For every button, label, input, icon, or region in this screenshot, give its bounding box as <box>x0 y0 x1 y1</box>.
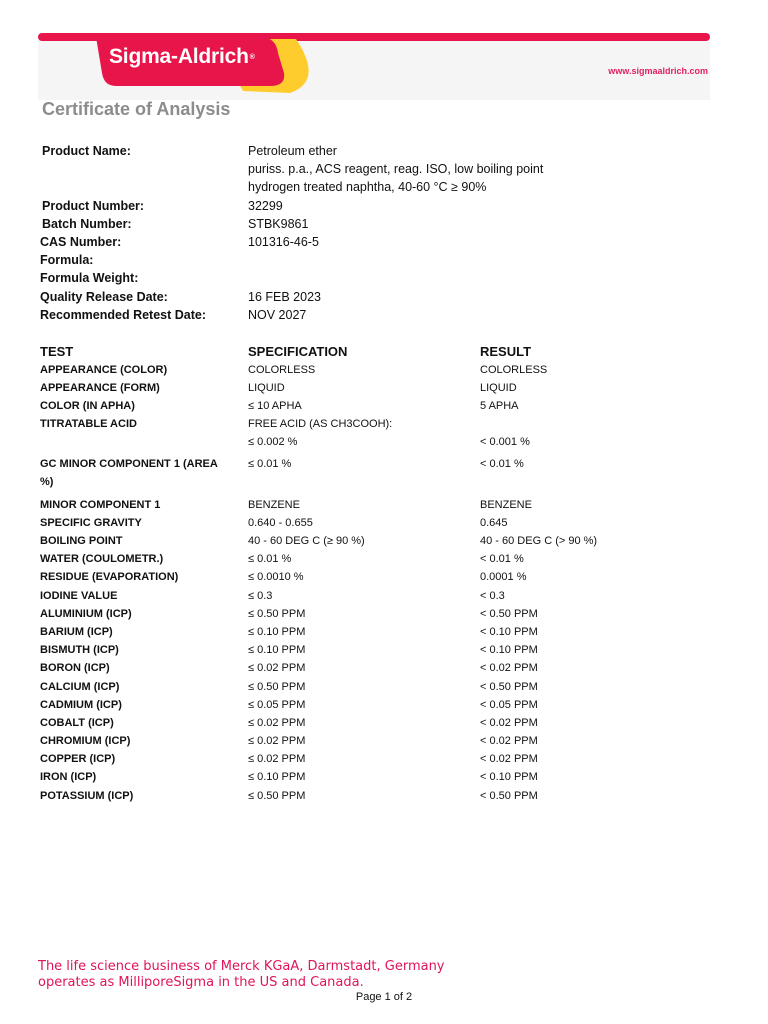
product-info-label: Formula Weight: <box>40 271 139 285</box>
test-cell: ALUMINIUM (ICP) <box>40 608 132 620</box>
result-cell: < 0.02 PPM <box>480 662 538 674</box>
specification-cell: ≤ 0.50 PPM <box>248 790 306 802</box>
result-cell: < 0.02 PPM <box>480 717 538 729</box>
test-cell: IRON (ICP) <box>40 771 97 783</box>
product-info-value: Petroleum ether <box>248 144 337 158</box>
result-cell: < 0.02 PPM <box>480 735 538 747</box>
column-header-result: RESULT <box>480 344 532 359</box>
footer-note-line-1: The life science business of Merck KGaA, Darmstadt, Germany <box>38 959 445 974</box>
specification-cell: 40 - 60 DEG C (≥ 90 %) <box>248 535 365 547</box>
test-cell: CALCIUM (ICP) <box>40 681 120 693</box>
test-cell: COPPER (ICP) <box>40 753 116 765</box>
result-cell: < 0.10 PPM <box>480 771 538 783</box>
result-cell: < 0.10 PPM <box>480 644 538 656</box>
test-cell: IODINE VALUE <box>40 590 118 602</box>
specification-cell: 0.640 - 0.655 <box>248 517 313 529</box>
specification-cell: ≤ 10 APHA <box>248 400 302 412</box>
product-info-value: 32299 <box>248 199 283 213</box>
specification-cell: ≤ 0.002 % <box>248 436 298 448</box>
specification-cell: LIQUID <box>248 382 285 394</box>
product-info-value: hydrogen treated naphtha, 40-60 °C ≥ 90% <box>248 180 487 194</box>
result-cell: 40 - 60 DEG C (> 90 %) <box>480 535 598 547</box>
product-info-value: 101316-46-5 <box>248 235 319 249</box>
result-cell: < 0.01 % <box>480 458 524 470</box>
brand-name: Sigma-Aldrich® <box>109 45 255 68</box>
test-cell: COBALT (ICP) <box>40 717 114 729</box>
specification-cell: ≤ 0.10 PPM <box>248 626 306 638</box>
product-info-label: CAS Number: <box>40 235 122 249</box>
result-cell: < 0.50 PPM <box>480 608 538 620</box>
test-cell: WATER (COULOMETR.) <box>40 553 164 565</box>
result-cell: < 0.50 PPM <box>480 790 538 802</box>
test-cell: BOILING POINT <box>40 535 123 547</box>
test-cell: SPECIFIC GRAVITY <box>40 517 142 529</box>
product-info-value: puriss. p.a., ACS reagent, reag. ISO, low boiling point <box>248 162 544 176</box>
document-title: Certificate of Analysis <box>42 99 231 119</box>
result-cell: BENZENE <box>480 499 532 511</box>
specification-cell: ≤ 0.0010 % <box>248 571 304 583</box>
test-cell: APPEARANCE (COLOR) <box>40 364 168 376</box>
product-info-value: STBK9861 <box>248 217 309 231</box>
test-cell: CADMIUM (ICP) <box>40 699 122 711</box>
result-cell: < 0.05 PPM <box>480 699 538 711</box>
specification-cell: ≤ 0.02 PPM <box>248 717 306 729</box>
test-cell: MINOR COMPONENT 1 <box>40 499 161 511</box>
test-cell: CHROMIUM (ICP) <box>40 735 131 747</box>
result-cell: < 0.02 PPM <box>480 753 538 765</box>
specification-cell: ≤ 0.01 % <box>248 458 292 470</box>
result-cell: < 0.50 PPM <box>480 681 538 693</box>
page-number: Page 1 of 2 <box>355 991 413 1003</box>
specification-cell: ≤ 0.50 PPM <box>248 681 306 693</box>
result-cell: < 0.3 <box>480 590 505 602</box>
footer-note <box>38 959 445 991</box>
test-cell: GC MINOR COMPONENT 1 (AREA %) <box>40 458 218 488</box>
result-cell: < 0.01 % <box>480 553 524 565</box>
result-cell: 0.645 <box>480 517 508 529</box>
specification-cell: ≤ 0.3 <box>248 590 273 602</box>
test-cell: BARIUM (ICP) <box>40 626 113 638</box>
website-link[interactable]: www.sigmaaldrich.com <box>608 66 708 76</box>
result-cell: COLORLESS <box>480 364 548 376</box>
product-info-value: 16 FEB 2023 <box>248 290 321 304</box>
result-cell: 0.0001 % <box>480 571 527 583</box>
test-cell: BISMUTH (ICP) <box>40 644 119 656</box>
specification-cell: ≤ 0.02 PPM <box>248 753 306 765</box>
result-cell: < 0.001 % <box>480 436 530 448</box>
test-cell: RESIDUE (EVAPORATION) <box>40 571 179 583</box>
product-info-label: Batch Number: <box>42 217 132 231</box>
product-info-label: Formula: <box>40 253 94 267</box>
column-header-test: TEST <box>40 344 74 359</box>
product-info-value: NOV 2027 <box>248 308 307 322</box>
result-cell: LIQUID <box>480 382 517 394</box>
column-header-specification: SPECIFICATION <box>248 344 348 359</box>
specification-cell: ≤ 0.10 PPM <box>248 644 306 656</box>
specification-cell: ≤ 0.02 PPM <box>248 662 306 674</box>
specification-cell: ≤ 0.10 PPM <box>248 771 306 783</box>
result-cell: 5 APHA <box>480 400 519 412</box>
specification-cell: ≤ 0.02 PPM <box>248 735 306 747</box>
test-cell: TITRATABLE ACID <box>40 418 137 430</box>
footer-note-line-2: operates as MilliporeSigma in the US and Canada. <box>38 975 364 990</box>
product-info-label: Recommended Retest Date: <box>40 308 207 322</box>
product-info-label: Product Name: <box>42 144 131 158</box>
specification-cell: BENZENE <box>248 499 300 511</box>
test-cell: APPEARANCE (FORM) <box>40 382 160 394</box>
product-info-label: Product Number: <box>42 199 145 213</box>
result-cell: < 0.10 PPM <box>480 626 538 638</box>
specification-cell: FREE ACID (AS CH3COOH): <box>248 418 393 430</box>
specification-cell: ≤ 0.50 PPM <box>248 608 306 620</box>
product-info-label: Quality Release Date: <box>40 290 168 304</box>
specification-cell: ≤ 0.05 PPM <box>248 699 306 711</box>
specification-cell: ≤ 0.01 % <box>248 553 292 565</box>
test-cell: COLOR (IN APHA) <box>40 400 135 412</box>
test-cell: POTASSIUM (ICP) <box>40 790 134 802</box>
specification-cell: COLORLESS <box>248 364 316 376</box>
test-cell: BORON (ICP) <box>40 662 110 674</box>
